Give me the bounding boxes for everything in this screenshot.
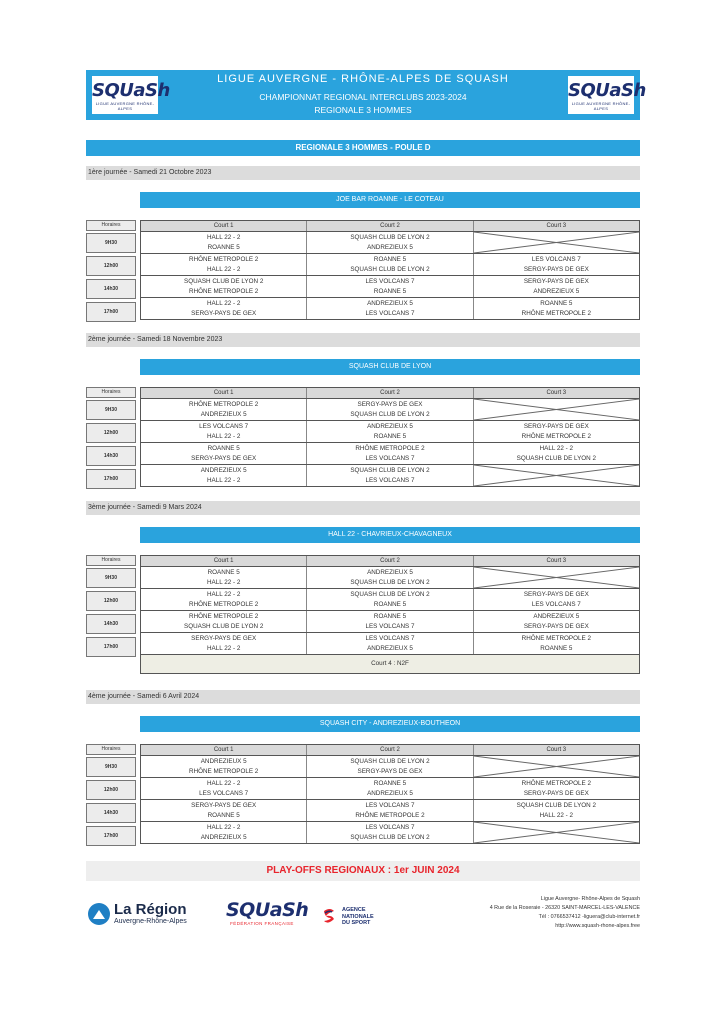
contact-block [455,895,640,931]
empty-court-cell [473,822,639,843]
match-cell [473,589,639,610]
away-team: RHÔNE METROPOLE 2 [189,287,259,295]
home-team: SQUASH CLUB DE LYON 2 [516,801,596,809]
away-team: HALL 22 - 2 [206,644,241,652]
match-cell [306,778,472,799]
courts-grid [140,744,640,844]
match-cell [473,421,639,442]
match-cell [473,611,639,632]
home-team: SERGY-PAYS DE GEX [191,634,257,642]
courts-header [141,387,639,398]
match-cell [141,800,306,821]
home-team: LES VOLCANS 7 [365,634,415,642]
away-team: ANDREZIEUX 5 [367,644,413,652]
home-team: ANDREZIEUX 5 [367,299,413,307]
away-team: RHÔNE METROPOLE 2 [521,432,591,440]
match-cell [473,800,639,821]
home-team: RHÔNE METROPOLE 2 [521,779,591,787]
venue-title: HALL 22 - CHAVRIEUX-CHAVAGNEUX [140,527,640,543]
match-cell [306,465,472,486]
time-slot: 17h00 [86,826,136,846]
away-team: RHÔNE METROPOLE 2 [189,600,259,608]
division-title: REGIONALE 3 HOMMES [314,105,412,115]
time-slot: 12h00 [86,780,136,800]
empty-court-cell [473,399,639,420]
match-cell [473,778,639,799]
match-cell [306,298,472,319]
horaires-header: Horaires [86,220,136,231]
away-team: ANDREZIEUX 5 [200,410,247,418]
ans-logo [322,905,402,929]
match-row [141,588,639,610]
match-row [141,253,639,275]
home-team: ROANNE 5 [373,779,407,787]
away-team: ROANNE 5 [373,600,407,608]
away-team: HALL 22 - 2 [206,578,241,586]
match-cell [306,633,472,654]
match-cell [141,232,306,253]
time-slot: 9H30 [86,757,136,777]
away-team: HALL 22 - 2 [206,476,241,484]
home-team: LES VOLCANS 7 [365,801,415,809]
logo-wordmark: SQUaSh [568,80,646,101]
day-title: 1ère journée - Samedi 21 Octobre 2023 [86,166,640,180]
match-row [141,821,639,843]
match-cell [473,633,639,654]
away-team: SQUASH CLUB DE LYON 2 [350,833,430,841]
match-cell [473,276,639,297]
home-team: LES VOLCANS 7 [365,277,415,285]
home-team: SERGY-PAYS DE GEX [523,277,589,285]
home-team: HALL 22 - 2 [206,233,241,241]
away-team: HALL 22 - 2 [206,432,241,440]
match-cell [141,778,306,799]
away-team: ROANNE 5 [373,432,407,440]
match-cell [306,443,472,464]
empty-court-cell [473,232,639,253]
ans-line: DU SPORT [342,920,371,926]
home-team: ANDREZIEUX 5 [367,422,413,430]
time-slot: 9H30 [86,233,136,253]
federation-logo [226,899,309,931]
league-title: LIGUE AUVERGNE - RHÔNE-ALPES DE SQUASH [217,73,509,85]
away-team: ANDREZIEUX 5 [533,287,580,295]
cross-out-icon [474,822,639,843]
region-logo [88,901,203,931]
court-header: Court 1 [213,558,234,564]
match-cell [306,611,472,632]
cross-out-icon [474,399,639,420]
courts-grid [140,220,640,320]
away-team: SERGY-PAYS DE GEX [191,454,257,462]
match-row [141,442,639,464]
match-cell [306,567,472,588]
time-slot: 12h00 [86,256,136,276]
empty-court-cell [473,567,639,588]
venue-title: SQUASH CLUB DE LYON [140,359,640,375]
match-cell [141,589,306,610]
away-team: ROANNE 5 [207,243,240,251]
match-cell [141,276,306,297]
match-row [141,398,639,420]
federation-subtitle: FÉDÉRATION FRANÇAISE [230,921,294,926]
away-team: ANDREZIEUX 5 [200,833,247,841]
match-cell [306,399,472,420]
home-team: HALL 22 - 2 [539,444,573,452]
court-header: Court 3 [473,745,639,755]
match-cell [306,756,472,777]
venue-title: SQUASH CITY - ANDREZIEUX-BOUTHEON [140,716,640,732]
court-header: Court 2 [306,221,472,231]
away-team: ANDREZIEUX 5 [367,789,413,797]
match-row [141,799,639,821]
courts-grid [140,387,640,487]
away-team: SQUASH CLUB DE LYON 2 [350,410,430,418]
home-team: LES VOLCANS 7 [365,823,415,831]
match-cell [473,443,639,464]
day-title: 4ème journée - Samedi 6 Avril 2024 [86,690,640,704]
home-team: SERGY-PAYS DE GEX [191,801,257,809]
match-cell [306,822,472,843]
court-header: Court 3 [473,388,639,398]
match-row [141,610,639,632]
courts-grid [140,555,640,674]
match-row [141,420,639,442]
home-team: ROANNE 5 [540,299,573,307]
cross-out-icon [474,232,639,253]
ans-line: NATIONALE [342,913,374,920]
time-slot: 9H30 [86,400,136,420]
home-team: ANDREZIEUX 5 [200,757,247,765]
time-slot: 14h30 [86,279,136,299]
away-team: SQUASH CLUB DE LYON 2 [184,622,264,630]
home-team: RHÔNE METROPOLE 2 [355,444,425,452]
match-cell [306,800,472,821]
header-banner [86,70,646,120]
home-team: SQUASH CLUB DE LYON 2 [350,466,430,474]
logo-wordmark: SQUaSh [92,80,170,101]
home-team: ANDREZIEUX 5 [200,466,247,474]
court-header: Court 1 [213,223,234,229]
contact-address: 4 Rue de la Roseraie - 26320 SAINT-MARCEL-LES-VALENCE [489,905,640,911]
home-team: SQUASH CLUB DE LYON 2 [350,233,430,241]
home-team: RHÔNE METROPOLE 2 [189,255,259,263]
away-team: HALL 22 - 2 [206,265,241,273]
time-slot: 17h00 [86,637,136,657]
away-team: LES VOLCANS 7 [365,622,415,630]
time-slot: 9H30 [86,568,136,588]
home-team: ANDREZIEUX 5 [533,612,580,620]
away-team: LES VOLCANS 7 [199,789,249,797]
match-row [141,275,639,297]
time-slot: 12h00 [86,591,136,611]
match-cell [473,298,639,319]
courts-header [141,744,639,755]
away-team: SERGY-PAYS DE GEX [523,789,589,797]
court-header: Court 2 [306,556,472,566]
away-team: ROANNE 5 [373,287,407,295]
league-logo-right [568,76,646,114]
championship-title: CHAMPIONNAT REGIONAL INTERCLUBS 2023-2024 [259,92,467,102]
away-team: LES VOLCANS 7 [365,476,415,484]
away-team: SQUASH CLUB DE LYON 2 [350,578,430,586]
away-team: SERGY-PAYS DE GEX [523,265,589,273]
match-cell [141,443,306,464]
time-slot: 17h00 [86,469,136,489]
region-name: La Région [114,901,187,918]
time-slot: 14h30 [86,446,136,466]
match-row [141,464,639,486]
away-team: RHÔNE METROPOLE 2 [355,811,425,819]
time-slot: 14h30 [86,803,136,823]
logo-subtitle: LIGUE AUVERGNE RHÔNE-ALPES [95,101,155,111]
home-team: HALL 22 - 2 [206,590,241,598]
region-subtitle: Auvergne-Rhône-Alpes [114,918,187,925]
match-row [141,297,639,319]
venue-title: JOE BAR ROANNE - LE COTEAU [140,192,640,208]
home-team: HALL 22 - 2 [206,823,241,831]
home-team: ROANNE 5 [373,612,407,620]
contact-phone-email[interactable]: Tél : 0766537412 -liguera@club-internet.fr [538,914,640,920]
horaires-header: Horaires [86,744,136,755]
match-row [141,777,639,799]
court-header: Court 3 [473,556,639,566]
away-team: RHÔNE METROPOLE 2 [521,309,591,317]
federation-wordmark: SQUaSh [226,899,309,921]
time-slot: 12h00 [86,423,136,443]
match-cell [141,254,306,275]
away-team: SERGY-PAYS DE GEX [357,767,423,775]
match-row [141,632,639,654]
away-team: RHÔNE METROPOLE 2 [189,767,259,775]
away-team: HALL 22 - 2 [539,811,573,819]
ans-text [342,907,374,927]
match-cell [306,589,472,610]
match-cell [141,567,306,588]
poule-title: REGIONALE 3 HOMMES - POULE D [86,140,640,156]
day-title: 2ème journée - Samedi 18 Novembre 2023 [86,333,640,347]
away-team: ROANNE 5 [540,644,573,652]
away-team: SERGY-PAYS DE GEX [191,309,257,317]
home-team: RHÔNE METROPOLE 2 [189,612,259,620]
match-cell [473,254,639,275]
match-cell [141,298,306,319]
home-team: LES VOLCANS 7 [199,422,249,430]
home-team: RHÔNE METROPOLE 2 [521,634,591,642]
court-header: Court 3 [473,221,639,231]
home-team: SQUASH CLUB DE LYON 2 [350,590,430,598]
home-team: SQUASH CLUB DE LYON 2 [184,277,264,285]
court-header: Court 2 [306,745,472,755]
away-team: LES VOLCANS 7 [365,454,415,462]
home-team: HALL 22 - 2 [206,299,241,307]
home-team: LES VOLCANS 7 [531,255,581,263]
match-cell [306,232,472,253]
home-team: ROANNE 5 [207,444,240,452]
match-cell [306,421,472,442]
match-cell [306,276,472,297]
match-row [141,231,639,253]
home-team: ROANNE 5 [373,255,407,263]
match-cell [141,611,306,632]
time-slot: 17h00 [86,302,136,322]
horaires-header: Horaires [86,387,136,398]
courts-header [141,220,639,231]
courts-header [141,555,639,566]
court4-note: Court 4 : N2F [141,654,639,673]
court-header: Court 1 [213,390,234,396]
home-team: ANDREZIEUX 5 [367,568,413,576]
match-cell [141,399,306,420]
day-title: 3ème journée - Samedi 9 Mars 2024 [86,501,640,515]
home-team: SERGY-PAYS DE GEX [523,590,589,598]
horaires-header: Horaires [86,555,136,566]
away-team: ANDREZIEUX 5 [367,243,413,251]
home-team: SERGY-PAYS DE GEX [357,400,423,408]
home-team: SERGY-PAYS DE GEX [523,422,589,430]
empty-court-cell [473,465,639,486]
away-team: LES VOLCANS 7 [365,309,415,317]
cross-out-icon [474,567,639,588]
ans-swoosh-icon [322,907,336,925]
home-team: ROANNE 5 [207,568,240,576]
match-cell [141,756,306,777]
time-slot: 14h30 [86,614,136,634]
empty-court-cell [473,756,639,777]
home-team: HALL 22 - 2 [206,779,241,787]
home-team: SQUASH CLUB DE LYON 2 [350,757,430,765]
away-team: SERGY-PAYS DE GEX [523,622,589,630]
region-mountain-icon [88,903,110,925]
ans-line: AGENCE [342,907,366,913]
away-team: LES VOLCANS 7 [531,600,581,608]
match-cell [306,254,472,275]
away-team: SQUASH CLUB DE LYON 2 [516,454,596,462]
match-cell [141,633,306,654]
playoffs-banner: PLAY-OFFS REGIONAUX : 1er JUIN 2024 [86,861,640,881]
contact-website[interactable]: http://www.squash-rhone-alpes.free [555,923,640,929]
cross-out-icon [474,756,639,777]
court-header: Court 1 [213,747,234,753]
logo-subtitle: LIGUE AUVERGNE RHÔNE-ALPES [571,101,631,111]
match-cell [141,465,306,486]
away-team: SQUASH CLUB DE LYON 2 [350,265,430,273]
match-cell [141,822,306,843]
home-team: RHÔNE METROPOLE 2 [189,400,259,408]
away-team: ROANNE 5 [207,811,240,819]
match-cell [141,421,306,442]
court-header: Court 2 [306,388,472,398]
match-row [141,755,639,777]
match-row [141,566,639,588]
cross-out-icon [474,465,639,486]
contact-org: Ligue Auvergne- Rhône-Alpes de Squash [540,896,640,902]
